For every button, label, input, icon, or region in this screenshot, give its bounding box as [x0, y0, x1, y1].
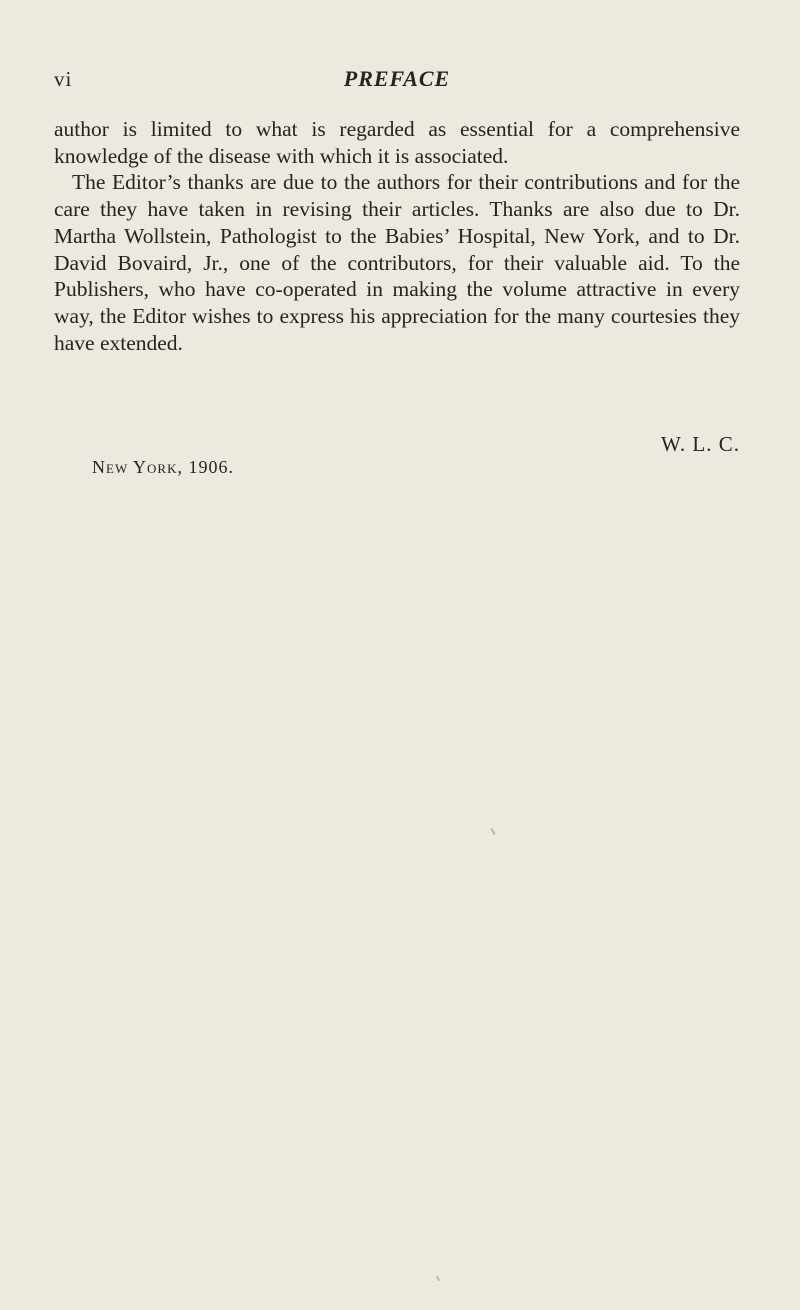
- page-number: vi: [54, 67, 73, 91]
- paragraph-acknowledgements: The Editor’s thanks are due to the authors for their contributions and for the care they have taken in revising their articles. Thanks are also due to Dr. Martha Wollstein, Pathologist to the Babies’ Hospital, New York, and to Dr. David Bovaird, Jr., one of the contributors, for their valuable aid. To the Publishers, who have co-operated in making the volume attractive in every way, the Editor wishes to express his appreciation for the many courtesies they have extended.: [54, 170, 740, 355]
- place: New York,: [92, 457, 183, 477]
- paper-speck: [436, 1276, 440, 1281]
- running-head: PREFACE: [343, 66, 451, 91]
- paragraph-continuation: author is limited to what is regarded as essential for a comprehensive knowledge of the disease with which it is associated.: [54, 117, 740, 168]
- paper-speck: [490, 828, 495, 835]
- preface-body: [54, 116, 740, 356]
- author-initials: W. L. C.: [661, 432, 740, 456]
- page-header: [54, 64, 740, 94]
- signoff: [54, 431, 740, 491]
- place-date: [92, 455, 234, 479]
- year: 1906.: [188, 457, 234, 477]
